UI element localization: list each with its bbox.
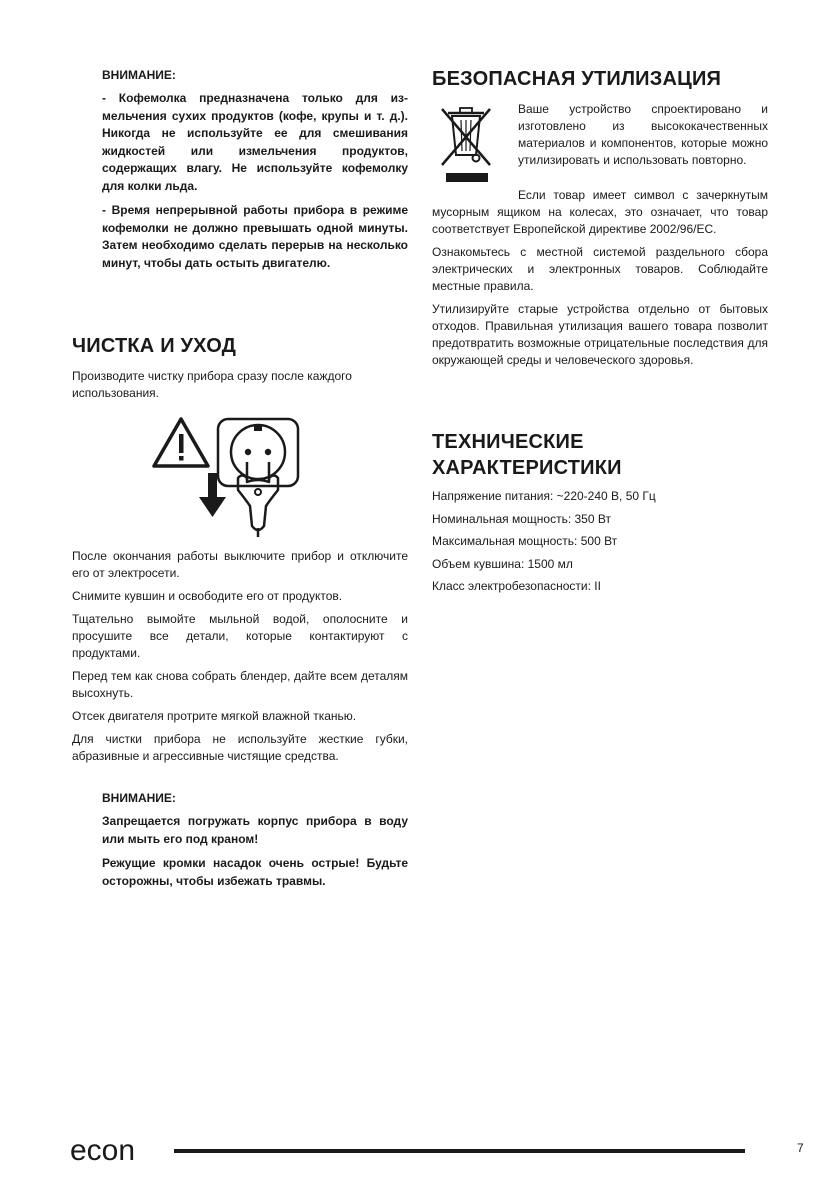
cleaning-step: Снимите кувшин и освободите его от продуктов. bbox=[72, 589, 343, 603]
specs-heading-line: ТЕХНИЧЕСКИЕ bbox=[432, 431, 584, 453]
spec-item-rated-power: Номинальная мощность: 350 Вт bbox=[432, 511, 611, 526]
unplug-illustration bbox=[152, 416, 302, 538]
disposal-intro: Ваше устройство спроектировано и изготовлено из высококачественных материалов и компонентов, которые можно утилизировать и использовать повторно. bbox=[518, 102, 768, 167]
disposal-intro-row bbox=[432, 101, 768, 187]
spec-item-safety-class: Класс электробезопасности: II bbox=[432, 579, 601, 594]
right-column bbox=[432, 68, 768, 602]
spec-item-voltage: Напряжение питания: ~220-240 В, 50 Гц bbox=[432, 489, 656, 503]
warning-block-grinder bbox=[102, 68, 408, 272]
cleaning-step: Перед тем как снова собрать блендер, дайте всем деталям высохнуть. bbox=[72, 669, 408, 700]
spec-list bbox=[432, 489, 768, 594]
warning-text: Запрещается погружать корпус прибора в воду или мыть его под краном! bbox=[102, 814, 408, 846]
warning-title: ВНИМАНИЕ: bbox=[102, 791, 176, 805]
specs-heading bbox=[432, 429, 768, 481]
footer-divider bbox=[174, 1149, 745, 1153]
econ-logo bbox=[70, 1136, 152, 1169]
cleaning-step: Тщательно вымойте мыльной водой, ополосните и просушите все детали, которые контактируют с продуктами. bbox=[72, 612, 408, 660]
section-heading-disposal: БЕЗОПАСНАЯ УТИЛИЗАЦИЯ bbox=[432, 68, 722, 90]
crossed-bin-icon bbox=[432, 103, 500, 185]
disposal-local-text: Ознакомьтесь с местной системой раздельного сбора электрических и электронных товаров. Соблюдайте местные правила. bbox=[432, 245, 768, 293]
cleaning-step: После окончания работы выключите прибор и отключите его от электросети. bbox=[72, 549, 408, 580]
spec-item-jar-volume: Объем кувшина: 1500 мл bbox=[432, 556, 573, 571]
cleaning-step: Для чистки прибора не используйте жесткие губки, абразивные и агрессивные чистящие средства. bbox=[72, 732, 408, 763]
brand-logo bbox=[70, 1136, 152, 1164]
warning-title: ВНИМАНИЕ: bbox=[102, 68, 176, 82]
left-column bbox=[72, 68, 408, 897]
warning-text: - Время непрерывной работы прибора в режиме кофемолки не должно превышать одной минуты. Затем необходимо сделать перерыв на несколько минут, чтобы дать остыть двигателю. bbox=[102, 203, 408, 270]
logo-text: econ bbox=[70, 1136, 136, 1164]
cleaning-step: Отсек двигателя протрите мягкой влажной тканью. bbox=[72, 709, 357, 723]
page-number: 7 bbox=[797, 1141, 804, 1155]
spec-item-max-power: Максимальная мощность: 500 Вт bbox=[432, 534, 618, 549]
specs-heading-line: ХАРАКТЕРИСТИКИ bbox=[432, 457, 622, 479]
unplug-warning-icon bbox=[152, 416, 302, 538]
warning-text: - Кофемолка предназначена только для измельчения сухих продуктов (кофе, крупы и т. д.). Никогда не используйте ее для смешивания жидкостей или измельчения продуктов, содержащих влагу. Не используйте кофемолку для колки льда. bbox=[102, 91, 408, 193]
warning-block-safety bbox=[102, 791, 408, 890]
disposal-recycle-text: Утилизируйте старые устройства отдельно от бытовых отходов. Правильная утилизация вашего товара позволит предотвратить возможные отрицательные последствия для окружающей среды и человеческого здоровья. bbox=[432, 302, 768, 367]
warning-text: Режущие кромки насадок очень острые! Будьте осторожны, чтобы избежать травмы. bbox=[102, 856, 408, 888]
disposal-symbol-text: Если товар имеет символ с зачеркнутым мусорным ящиком на колесах, это означает, что товар соответствует Европейской директиве 2002/96/EC. bbox=[432, 188, 768, 236]
weee-symbol bbox=[432, 103, 500, 185]
section-heading-cleaning: ЧИСТКА И УХОД bbox=[72, 335, 237, 357]
cleaning-intro: Производите чистку прибора сразу после каждого использования. bbox=[72, 369, 352, 400]
